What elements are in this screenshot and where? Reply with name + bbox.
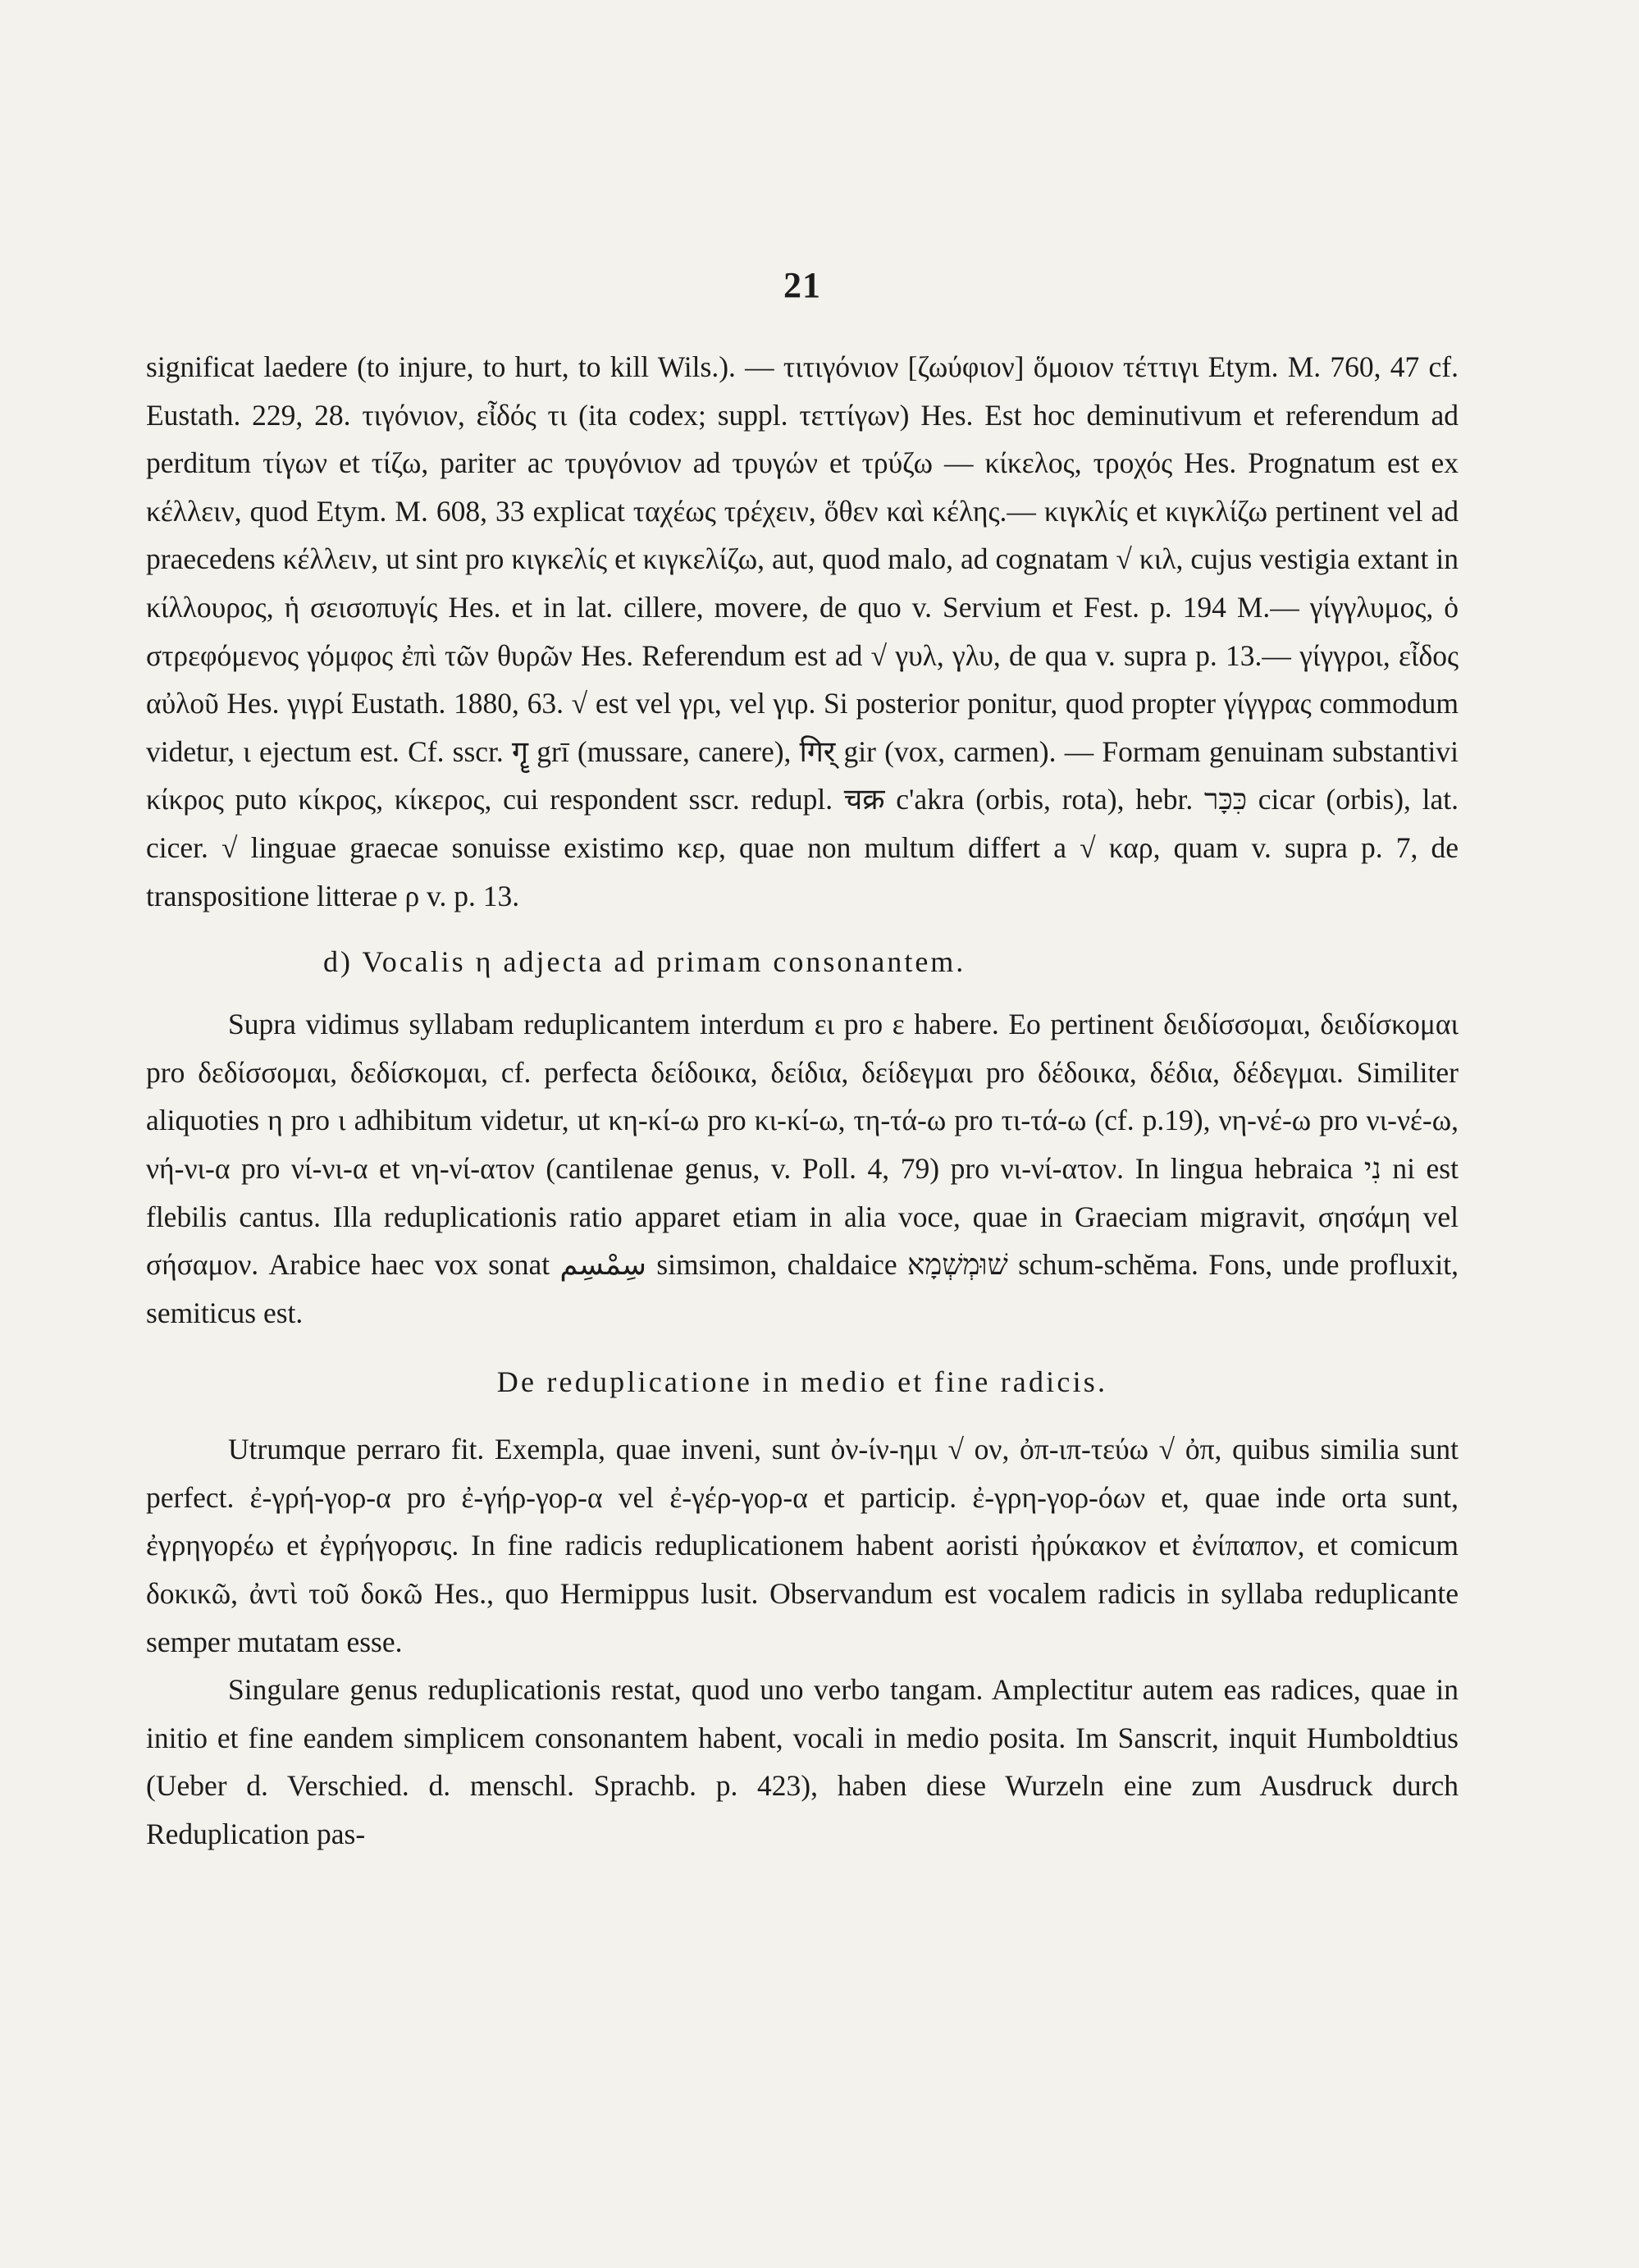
page-number: 21 xyxy=(783,265,821,305)
section-heading-medio: De reduplicatione in medio et fine radicis. xyxy=(496,1365,1108,1399)
paragraph-2: Supra vidimus syllabam reduplicantem interdum ει pro ε habere. Eo pertinent δειδίσσομαι, δειδίσκομαι pro δεδίσσομαι, δεδίσκομαι, cf. perfecta δείδοικα, δείδια, δείδεγμαι pro δέδοικα, δέδια, δέδεγμαι. Similiter aliquoties η pro ι adhibitum videtur, ut κη-κί-ω pro κι-κί-ω, τη-τά-ω pro τι-τά-ω (cf. p.19), νη-νέ-ω pro νι-νέ-ω, νή-νι-α pro νί-νι-α et νη-νί-ατον (cantilenae genus, v. Poll. 4, 79) pro νι-νί-ατον. In lingua hebraica נִי ni est flebilis cantus. Illa reduplicationis ratio apparet etiam in alia voce, quae in Graeciam migravit, σησάμη vel σήσαμον. Arabice haec vox sonat سِمْسِم simsimon, chaldaice שׁוּמְשְׁמָא schum-schĕma. Fons, unde profluxit, semiticus est. xyxy=(146,1008,1459,1329)
body-text xyxy=(146,343,1459,1859)
paragraph-3: Utrumque perraro fit. Exempla, quae inveni, sunt ὀν-ίν-ημι √ ον, ὀπ-ιπ-τεύω √ ὀπ, quibus similia sunt perfect. ἐ-γρή-γορ-α pro ἐ-γήρ-γορ-α vel ἐ-γέρ-γορ-α et particip. ἐ-γρη-γορ-όων et, quae inde orta sunt, ἐγρηγορέω et ἐγρήγορσις. In fine radicis reduplicationem habent aoristi ἠρύκακον et ἐνίπαπον, et comicum δοκικῶ, ἀντὶ τοῦ δοκῶ Hes., quo Hermippus lusit. Observandum est vocalem radicis in syllaba reduplicante semper mutatam esse. xyxy=(146,1433,1459,1658)
paragraph-4: Singulare genus reduplicationis restat, quod uno verbo tangam. Amplectitur autem eas radices, quae in initio et fine eandem simplicem consonantem habent, vocali in medio posita. Im Sanscrit, inquit Humboldtius (Ueber d. Verschied. d. menschl. Sprachb. p. 423), haben diese Wurzeln eine zum Ausdruck durch Reduplication pas- xyxy=(146,1673,1459,1851)
section-heading-d: d) Vocalis η adjecta ad primam consonantem. xyxy=(323,945,966,979)
paragraph-1: significat laedere (to injure, to hurt, to kill Wils.). — τιτιγόνιον [ζωύφιον] ὅμοιον τέττιγι Etym. M. 760, 47 cf. Eustath. 229, 28. τιγόνιον, εἶδός τι (ita codex; suppl. τεττίγων) Hes. Est hoc deminutivum et referendum ad perditum τίγων et τίζω, pariter ac τρυγόνιον ad τρυγών et τρύζω — κίκελος, τροχός Hes. Prognatum est ex κέλλειν, quod Etym. M. 608, 33 explicat ταχέως τρέχειν, ὅθεν καὶ κέλης.— κιγκλίς et κιγκλίζω pertinent vel ad praecedens κέλλειν, ut sint pro κιγκελίς et κιγκελίζω, aut, quod malo, ad cognatam √ κιλ, cujus vestigia extant in κίλλουρος, ἡ σεισοπυγίς Hes. et in lat. cillere, movere, de quo v. Servium et Fest. p. 194 M.— γίγγλυμος, ὁ στρεφόμενος γόμφος ἐπὶ τῶν θυρῶν Hes. Referendum est ad √ γυλ, γλυ, de qua v. supra p. 13.— γίγγροι, εἶδος αὐλοῦ Hes. γιγρί Eustath. 1880, 63. √ est vel γρι, vel γιρ. Si posterior ponitur, quod propter γίγγρας commodum videtur, ι ejectum est. Cf. sscr. गॄ grī (mussare, canere), गिर् gir (vox, carmen). — Formam genuinam substantivi κίκρος puto κίκρος, κίκερος, cui respondent sscr. redupl. चक्र c'akra (orbis, rota), hebr. כִּכָּר cicar (orbis), lat. cicer. √ linguae graecae sonuisse existimo κερ, quae non multum differt a √ καρ, quam v. supra p. 7, de transpositione litterae ρ v. p. 13. xyxy=(146,350,1459,912)
document-page xyxy=(146,0,1459,2268)
